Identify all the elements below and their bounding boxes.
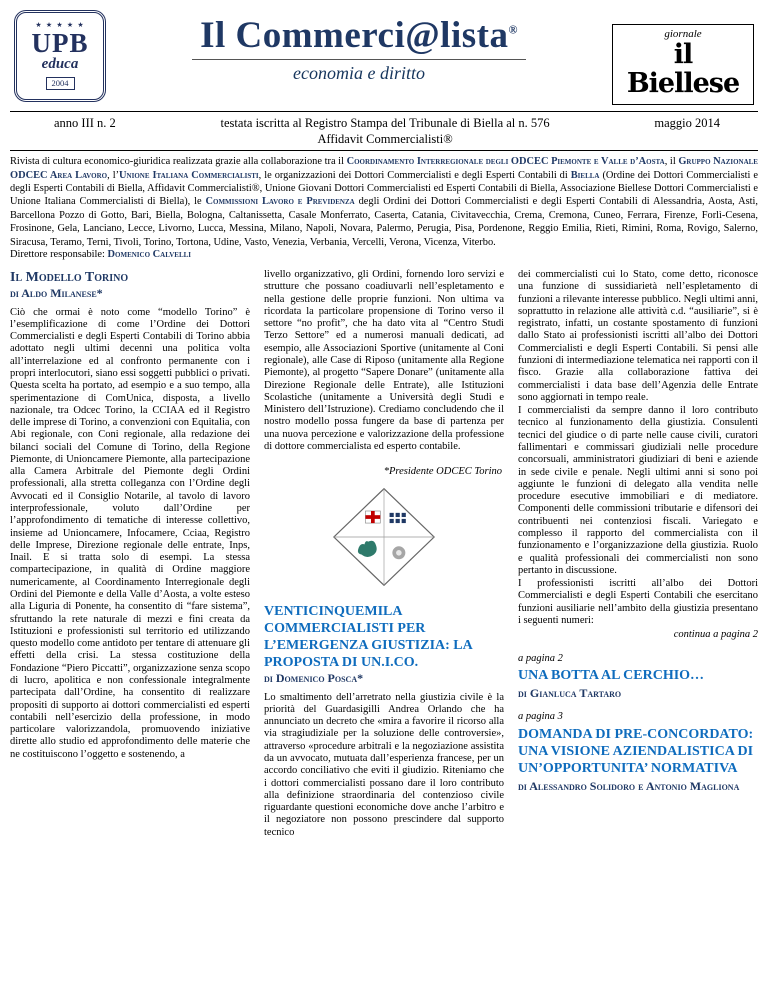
teaser-page-ref: a pagina 3 [518, 711, 563, 723]
teaser-title: DOMANDA DI PRE-CONCORDATO: UNA VISIONE AZIENDALISTICA DI UN’OPPORTUNITA’ NORMATIVA [518, 726, 754, 776]
teaser-byline: di Gianluca Tartaro [518, 685, 622, 700]
teaser-page-ref: a pagina 2 [518, 652, 563, 664]
upb-acronym: UPB [31, 28, 89, 58]
content-columns [10, 269, 758, 840]
trademark-symbol: ® [508, 22, 518, 37]
director-label: Direttore responsabile: [10, 249, 108, 261]
biellese-kicker: giornale [664, 28, 702, 40]
article1-body-col1: Ciò che ormai è noto come “modello Torino” è l’esemplificazione di come l’Ordine dei Dottori Commercialisti e degli Esperti Contabili di Torino abbia adottato negli ultimi decenni una politica volta all’interrelazione ed al confronto permanente con i propri interlocutori, siano essi soggetti pubblici o privati. Questa scelta ha portato, ad esempio e a suo tempo, alla sperimentazione di ComUnica, disposta, a livello nazionale, tra Odcec Torino, la CCIAA ed il Registro delle imprese di Torino, a convenzioni con Equitalia, con Abi regionale, con Coni regionale, alla redazione dei bilanci sociali del Comune di Torino, della Regione Piemonte, di Unioncamere Piemonte, alla partecipazione alla Camera Arbitrale del Piemonte degli Ordini professionali, alla stretta colleganza con l’Ordine degli Avvocati ed il Consiglio Notarile, al tavolo di lavoro interprofessionale, voluto dall’Ordine per l’approfondimento di tematiche di interesse collettivo, insieme ad Unioncamere, Infocamere, Cciaa, Registro delle Imprese, Direzione regionale delle entrate, Inps, Inail. E si tratta solo di esempi. La stessa compartecipazione, in qualità di Ordine maggiore numericamente, al Coordinamento Interregionale degli Ordini del Piemonte e della Valle d’Aosta, a volte esteso alla Liguria di Ponente, ha consentito di “fare sistema”, sfruttando la rete naturale di mezzi e fini creata da Istituzioni e professionisti sul territorio ed utilizzando questo modello come antidoto per tentare di attenuare gli effetti della crisi. La stessa costituzione della Fondazione “Piero Piccatti”, organizzazione senza scopo di lucro, apolitica e non confessionale integralmente partecipata dall’Ordine, ha consentito di realizzare propositi di supporto ai dottori commercialisti ed esperti contabili nell’esercizio della professione, in modo particolare valorizzandola, promuovendo iniziative dirette allo studio ed approfondimento delle materie che ne costituiscono l’oggetto e sostenendo, a [10, 306, 250, 760]
intro-segment: , l’ [107, 169, 120, 181]
teaser-title: UNA BOTTA AL CERCHIO… [518, 667, 705, 683]
upb-educa-script: educa [41, 56, 79, 73]
article2-body-col3-p2: I commercialisti da sempre danno il loro contributo tecnico al funzionamento della giustizia. Consulenti tecnici del giudice o di parte nelle cause civili, curatori fallimentari e commissari giudiziali nelle procedure concorsuali, amministratori giudiziari di beni e aziende in sede civile e penale. Negli ultimi anni si sono poi aggiunte le funzioni di delegato alla vendita nelle procedure esecutive immobiliari e di mediatore. Componenti delle commissioni tributarie e difensori dei contribuenti nei contenziosi fiscali. Variegato e complesso il rapporto del commercialista con il funzionamento e l’organizzazione della giustizia. Ruolo e qualità professionali dei commercialisti non sono pertanto in discussione. [518, 405, 758, 576]
association-emblem [264, 485, 504, 593]
title-block [106, 10, 612, 84]
registration-line1: testata iscritta al Registro Stampa del Tribunale di Biella al n. 576 [220, 115, 550, 130]
article1-title: Il Modello Torino [10, 270, 129, 286]
masthead [10, 8, 758, 109]
intro-segment: , il [664, 156, 679, 168]
title-text: Il Commerci@lista [200, 15, 509, 56]
title-divider [192, 59, 526, 60]
article2-body-col2: Lo smaltimento dell’arretrato nella giustizia civile è la priorità del Guardasigilli Andrea Orlando che ha annunciato un decreto che «mira a favorire il ricorso alla via stragiudiziale per la soluzione delle controversie», attraverso «procedure arbitrali e la negoziazione assistita da un avvocato, mutuata dall’esperienza francese, per un accordo conciliativo che eviti il giudizio. Riteniamo che i dottori commercialisti possano dare il loro contributo alla definizione straordinaria del contenzioso civile riguardante questioni economiche dove anche l’arbitro e il negoziatore non possono prescindere dal supporto tecnico [264, 691, 504, 838]
org-name: Coordinamento Interregionale degli ODCEC Piemonte e Valle d’Aosta [346, 156, 665, 168]
article1-byline: di Aldo Milanese* [10, 286, 103, 301]
intro-segment: degli Ordini dei Dottori Commercialisti e degli Esperti Contabili di Alessandria, Aosta, Asti, Barcellona Pozzo di Gotto, Bari, Biella, Bologna, Caltanissetta, Casale Monferrato, Caserta, Catania, Civitavecchia, Crema, Cremona, Cuneo, Ferrara, Firenze, Forlì-Cesena, Frosinone, Gela, Lanciano, Lecce, Livorno, Lucca, Messina, Milano, Napoli, Novara, Palermo, Perugia, Pisa, Pordenone, Reggio Emilia, Rieti, Rimini, Roma, Rovigo, Salerno, Siracusa, Teramo, Terni, Tivoli, Torino, Tortona, Udine, Vasto, Venezia, Verbania, Vercelli, Verona, Vicenza, Viterbo. [10, 196, 759, 248]
article2-body-col3-p1: dei commercialisti cui lo Stato, come detto, riconosce una funzione di sussidiarietà nell’espletamento di funzioni a rilevante interesse pubblico. Negli ultimi anni, soprattutto in relazione alle attività c.d. “ausiliarie”, si è registrato, infatti, un costante spostamento di funzioni dallo Stato ai professionisti iscritti all’albo dei Dottori Commercialisti e degli Esperti Contabili. Si pensi alle funzioni di intermediazione telematica nei rapporti con il fisco. Grazie alla collaborazione fattiva dei commercialisti i data base dell’Agenzia delle Entrate sono aggiornati in tempo reale. [518, 269, 758, 403]
column-3 [518, 269, 758, 840]
director-line [10, 249, 758, 260]
biellese-name: il Biellese [626, 39, 740, 99]
upb-year: 2004 [46, 77, 75, 90]
intro-segment: (Ordine dei Dottori Commercialisti e degli Esperti Contabili di Biella, Affidavit Commercialisti®, Unione Giovani Dottori Commercialisti ed Esperti Contabili di Biella, Associazione Biellese Dottori Commercialisti e Unione Italiana Commercialisti di Biella), le [10, 169, 759, 208]
article2-body-col3-p3: I professionisti iscritti all’albo dei Dottori Commercialisti e degli Esperti Contabili che esercitano funzioni ausiliarie nell’ambito della giustizia presentano i seguenti numeri: [518, 578, 758, 626]
teaser-byline: di Alessandro Solidoro e Antonio Magliona [518, 778, 740, 793]
column-1 [10, 269, 250, 840]
registration-line2: Affidavit Commercialisti® [317, 131, 453, 146]
upb-educa-logo [14, 10, 106, 102]
org-name: Gruppo Nazionale ODCEC Area Lavoro [10, 156, 758, 181]
teaser-page3 [518, 711, 758, 793]
issue-edition: anno III n. 2 [54, 115, 116, 130]
article1-body-col2: livello organizzativo, gli Ordini, fornendo loro servizi e strutture che possano coadiuvarli nell’espletamento e nella gestione delle proprie funzioni. Non ultima va ricordata la particolare propensione di Torino verso il settore “no profit”, che ha dato vita al “Centro Studi Terzo Settore” ed a numerosi manuali dedicati, ad esempio, alle Associazioni Sportive (unitamente al Coni regionale), alle Case di Riposo (unitamente alla Regione Piemonte), al progetto “Sapere Donare” (unitamente alla Direzione Regionale delle Entrate), alle Istituzioni Scolastiche (unitamente a Università degli Studi e Ministero dell’Istruzione). Crediamo concludendo che il nostro modello possa fungere da base di partenza per una nuova percezione e valorizzazione della professione di dottore commercialista ed esperto contabile. [264, 269, 504, 453]
teaser-page2 [518, 653, 758, 701]
issue-date: maggio 2014 [654, 115, 720, 130]
registration-note [116, 116, 655, 147]
org-name: Commissioni Lavoro e Previdenza [205, 196, 355, 208]
red-cross-icon [365, 511, 380, 523]
masthead-description [10, 155, 758, 249]
article2-title: VENTICINQUEMILA COMMERCIALISTI PER L’EMERGENZA GIUSTIZIA: LA PROPOSTA DI UN.I.CO. [264, 603, 472, 671]
column-2 [264, 269, 504, 840]
issue-info-row [10, 114, 758, 148]
continua-note: continua a pagina 2 [673, 629, 758, 641]
upb-stars-icon: ★ ★ ★ ★ ★ [35, 21, 85, 29]
article1-footnote: *Presidente ODCEC Torino [383, 466, 502, 478]
header-divider-bottom [10, 150, 758, 151]
page-title [106, 16, 612, 57]
il-biellese-logo [612, 24, 754, 105]
header-divider-top [10, 111, 758, 112]
emblem-graphic [328, 485, 440, 589]
subtitle: economia e diritto [293, 62, 425, 83]
article2-byline: di Domenico Posca* [264, 671, 364, 686]
org-name: Biella [570, 169, 600, 181]
intro-segment: Rivista di cultura economico-giuridica realizzata grazie alla collaborazione tra il [10, 156, 347, 168]
medal-icon [392, 546, 405, 559]
org-name: Unione Italiana Commercialisti [119, 169, 259, 181]
intro-segment: , le organizzazioni dei Dottori Commercialisti e degli Esperti Contabili di [258, 169, 571, 181]
director-name: Domenico Calvelli [107, 249, 192, 261]
